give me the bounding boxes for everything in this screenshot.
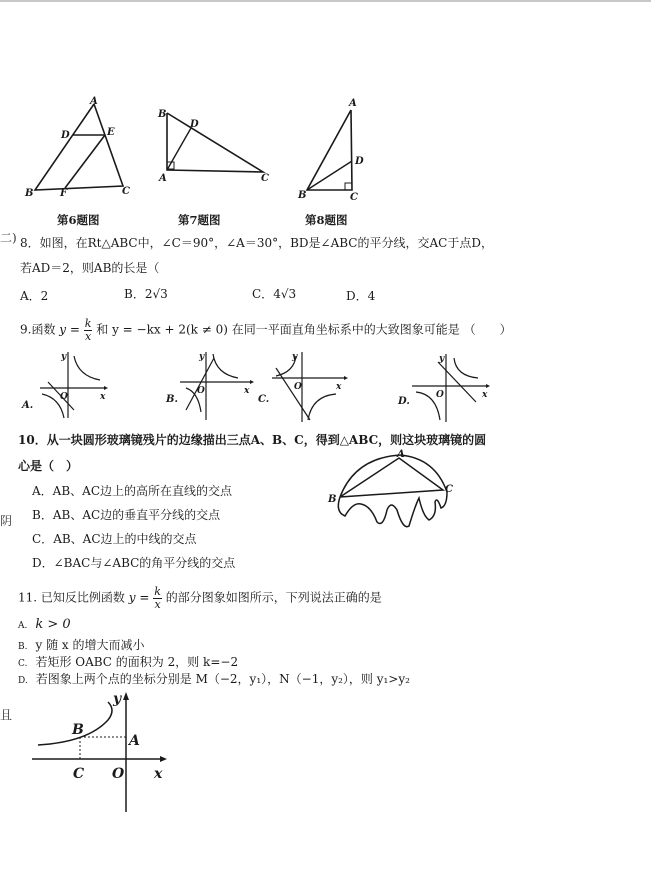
figure-7-caption: 第7题图 [178,213,221,227]
option-text: 2√3 [144,287,168,301]
q10-option-c[interactable]: C．AB、AC边上的中线的交点 [32,532,197,546]
page-top-edge [0,0,651,2]
option-label: D． [346,289,368,303]
q11-option-c[interactable]: C. 若矩形 OABC 的面积为 2，则 k=−2 [18,655,239,669]
q11-stem [18,586,382,610]
section-margin-mark: 二) [0,231,17,245]
svg-text:y: y [199,352,205,362]
q9-prefix: 9.函数 [20,322,56,337]
q11-fig-label-a: A [129,733,140,749]
q9-graph-d[interactable] [398,350,493,422]
fig8-label-c: C [350,192,358,203]
graph-label: C. [258,394,270,405]
q8-stem-line1: 8．如图，在Rt△ABC中，∠C＝90°，∠A＝30°，BD是∠ABC的平分线，交AC于点D， [20,236,493,250]
q8-option-a[interactable] [20,287,48,304]
fig8-label-b: B [298,190,307,201]
figure-8-caption: 第8题图 [305,213,348,227]
fig6-label-b: B [25,188,34,199]
option-text: 4√3 [273,287,297,301]
fig6-label-d: D [61,130,70,141]
option-label: B． [124,287,145,301]
option-label: A． [20,289,41,303]
svg-text:y: y [292,352,298,362]
option-text: 2 [40,289,49,303]
q11-hyperbola-figure [28,690,178,815]
figure-6-caption: 第6题图 [57,213,100,227]
q10-mirror-figure [325,450,455,540]
q8-stem-line2: 若AD＝2，则AB的长是（ [20,261,160,275]
q10-fig-label-a: A [397,449,405,460]
fig8-label-d: D [355,156,364,167]
q9-graph-b[interactable] [166,350,256,422]
svg-text:O: O [294,382,302,392]
q10-fig-label-c: C [445,484,453,495]
svg-text:O: O [197,386,205,396]
q11-fig-label-b: B [72,722,84,738]
q9-graph-a[interactable] [22,348,112,420]
graph-label: B. [166,394,178,405]
svg-text:x: x [244,386,250,396]
q10-option-a[interactable]: A．AB、AC边上的高所在直线的交点 [32,484,233,498]
q11-fig-label-o: O [112,766,125,782]
q10-stem-line1: 10．从一块圆形玻璃镜残片的边缘描出三点A、B、C，得到△ABC，则这块玻璃镜的圆 [18,433,487,447]
q9-answer-bracket[interactable]: （ ） [463,322,512,337]
q11-prefix: 11. 已知反比例函数 [18,590,125,605]
graph-label: A. [22,400,34,411]
q11-fraction: $\frac{k}{x}$ [154,585,161,611]
svg-text:y: y [61,352,67,362]
q11-fig-label-c: C [73,766,85,782]
q8-option-d[interactable] [346,287,375,304]
q10-option-d[interactable]: D．∠BAC与∠ABC的角平分线的交点 [32,556,236,570]
q10-fig-label-b: B [328,494,337,505]
fig8-label-a: A [349,98,357,109]
fig7-label-c: C [261,173,269,184]
svg-text:O: O [436,390,444,400]
q9-middle-text: 和 y = −kx + 2(k ≠ 0) 在同一平面直角坐标系中的大致图象可能是 [96,322,460,337]
q11-option-d[interactable]: D. 若图象上两个点的坐标分别是 M（−2，y₁），N（−1，y₂），则 y₁>y₂ [18,672,410,686]
q10-stem-line2: 心是（ ） [18,459,79,473]
margin-mark-1: 阴 [0,514,13,528]
q11-option-a[interactable]: A. k > 0 [18,617,71,632]
q9-graph-c[interactable] [252,350,352,422]
q10-option-b[interactable]: B．AB、AC边的垂直平分线的交点 [32,508,221,522]
q11-fig-label-y: y [113,691,122,707]
q11-fig-label-x: x [154,766,163,782]
fig6-label-f: F [60,188,68,199]
q9-fraction: $\frac{k}{x}$ [84,317,92,343]
margin-mark-2: 且 [0,708,13,722]
q11-option-b[interactable]: B. y 随 x 的增大而减小 [18,638,145,652]
q8-option-b[interactable] [124,285,168,302]
q11-suffix: 的部分图象如图所示，下列说法正确的是 [165,590,382,605]
svg-text:x: x [100,392,106,402]
graph-label: D. [398,396,410,407]
fig6-label-e: E [107,127,115,138]
fig7-label-d: D [190,119,199,130]
svg-text:O: O [60,392,68,402]
svg-text:y: y [439,354,445,364]
figure-8-diagram [295,98,375,203]
option-text: 4 [367,289,376,303]
q11-y-equals: y = [128,590,150,605]
q9-stem [20,318,512,342]
fig7-label-b: B [158,109,167,120]
q9-y-equals: y = [59,322,80,337]
svg-text:x: x [336,382,342,392]
option-label: C． [252,287,274,301]
fig6-label-c: C [122,186,130,197]
svg-text:x: x [482,390,488,400]
figure-7-diagram [155,108,275,183]
figure-6-diagram [20,98,140,198]
fig7-label-a: A [159,173,167,184]
fig6-label-a: A [90,96,98,107]
q8-option-c[interactable] [252,285,296,302]
